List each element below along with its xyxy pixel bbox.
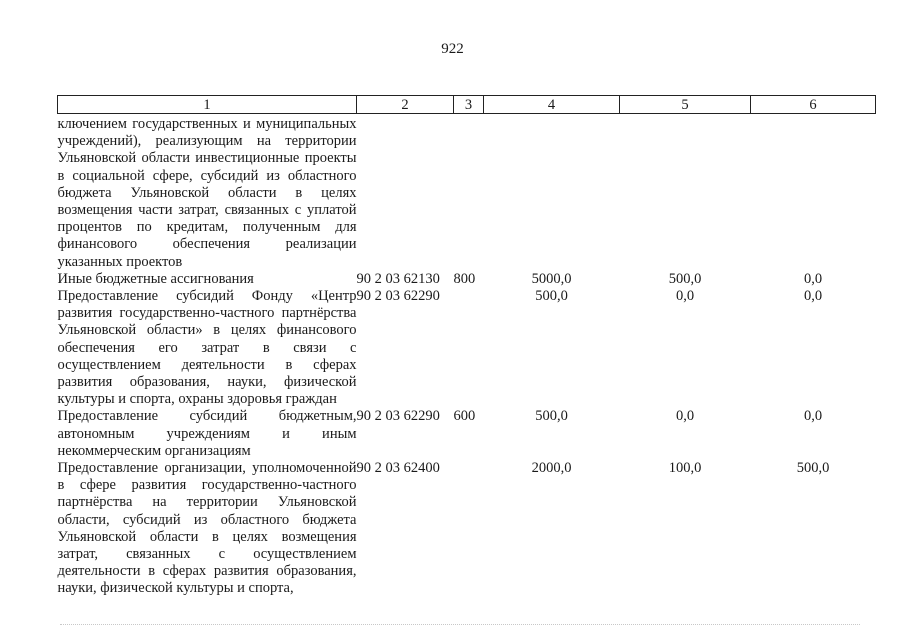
row-value-col4: 2000,0: [531, 460, 572, 477]
column-header-6: 6: [751, 96, 876, 114]
row-description: Предоставление субсидий Фонду «Центр развития государственно-частного партнёрства Ульяновской области» в целях финансового обеспечения его затрат в связи с осуществлением деятельности в сферах развития образования, науки, физической культуры и спорта, охраны здоровья граждан: [57, 288, 357, 408]
column-header-2: 2: [357, 96, 454, 114]
row-expense-type: [454, 114, 484, 271]
row-value-col6: 0,0: [803, 288, 823, 305]
column-header-3: 3: [454, 96, 484, 114]
budget-table: [57, 95, 876, 598]
row-value-col5: 0,0: [675, 408, 695, 425]
row-description: Иные бюджетные ассигнования: [57, 270, 254, 287]
row-value-col5: [620, 114, 751, 271]
row-value-col4: 5000,0: [531, 270, 572, 287]
row-value-col6: 0,0: [803, 270, 823, 287]
row-value-col4: 500,0: [535, 408, 568, 425]
column-header-4: 4: [484, 96, 620, 114]
row-expense-type: 600: [453, 408, 476, 425]
row-value-col6: 0,0: [803, 408, 823, 425]
row-value-col5: 0,0: [675, 288, 695, 305]
row-code: 90 2 03 62290: [356, 408, 440, 425]
row-expense-type: [454, 460, 484, 598]
row-code: 90 2 03 62290: [356, 288, 440, 305]
row-code: 90 2 03 62400: [356, 460, 440, 477]
bottom-scan-line: [60, 624, 860, 626]
row-code: 90 2 03 62130: [356, 270, 440, 287]
column-header-1: 1: [58, 96, 357, 114]
row-expense-type: 800: [453, 270, 476, 287]
table-row: [58, 114, 876, 271]
column-header-5: 5: [620, 96, 751, 114]
row-value-col4: [484, 114, 620, 271]
row-expense-type: [454, 288, 484, 408]
row-value-col6: [751, 114, 876, 271]
row-code: [357, 114, 454, 271]
row-value-col6: 500,0: [796, 460, 830, 477]
table-header-row: [58, 96, 876, 114]
row-description: Предоставление организации, уполномоченной в сфере развития государственно-частного партнёрства на территории Ульяновской области, субсидий из областного бюджета Ульяновской области в целях возмещения затрат, связанных с осуществлением деятельности в сферах развития образования, науки, физической культуры и спорта,: [57, 460, 357, 597]
table-row: [58, 271, 876, 288]
row-description: ключением государственных и муниципальных учреждений), реализующим на территории Ульяновской области инвестиционные проекты в социальной сфере, субсидий из областного бюджета Ульяновской области в целях возмещения части затрат, связанных с уплатой процентов по кредитам, полученным для финансового обеспечения реализации указанных проектов: [57, 116, 357, 270]
table-row: [58, 460, 876, 598]
row-description: Предоставление субсидий бюджетным, автономным учреждениям и иным некоммерческим организациям: [57, 408, 357, 459]
row-value-col5: 100,0: [668, 460, 702, 477]
table-row: [58, 288, 876, 408]
page-number: 922: [441, 41, 464, 57]
row-value-col4: 500,0: [535, 288, 568, 305]
row-value-col5: 500,0: [668, 270, 702, 287]
table-row: [58, 408, 876, 460]
